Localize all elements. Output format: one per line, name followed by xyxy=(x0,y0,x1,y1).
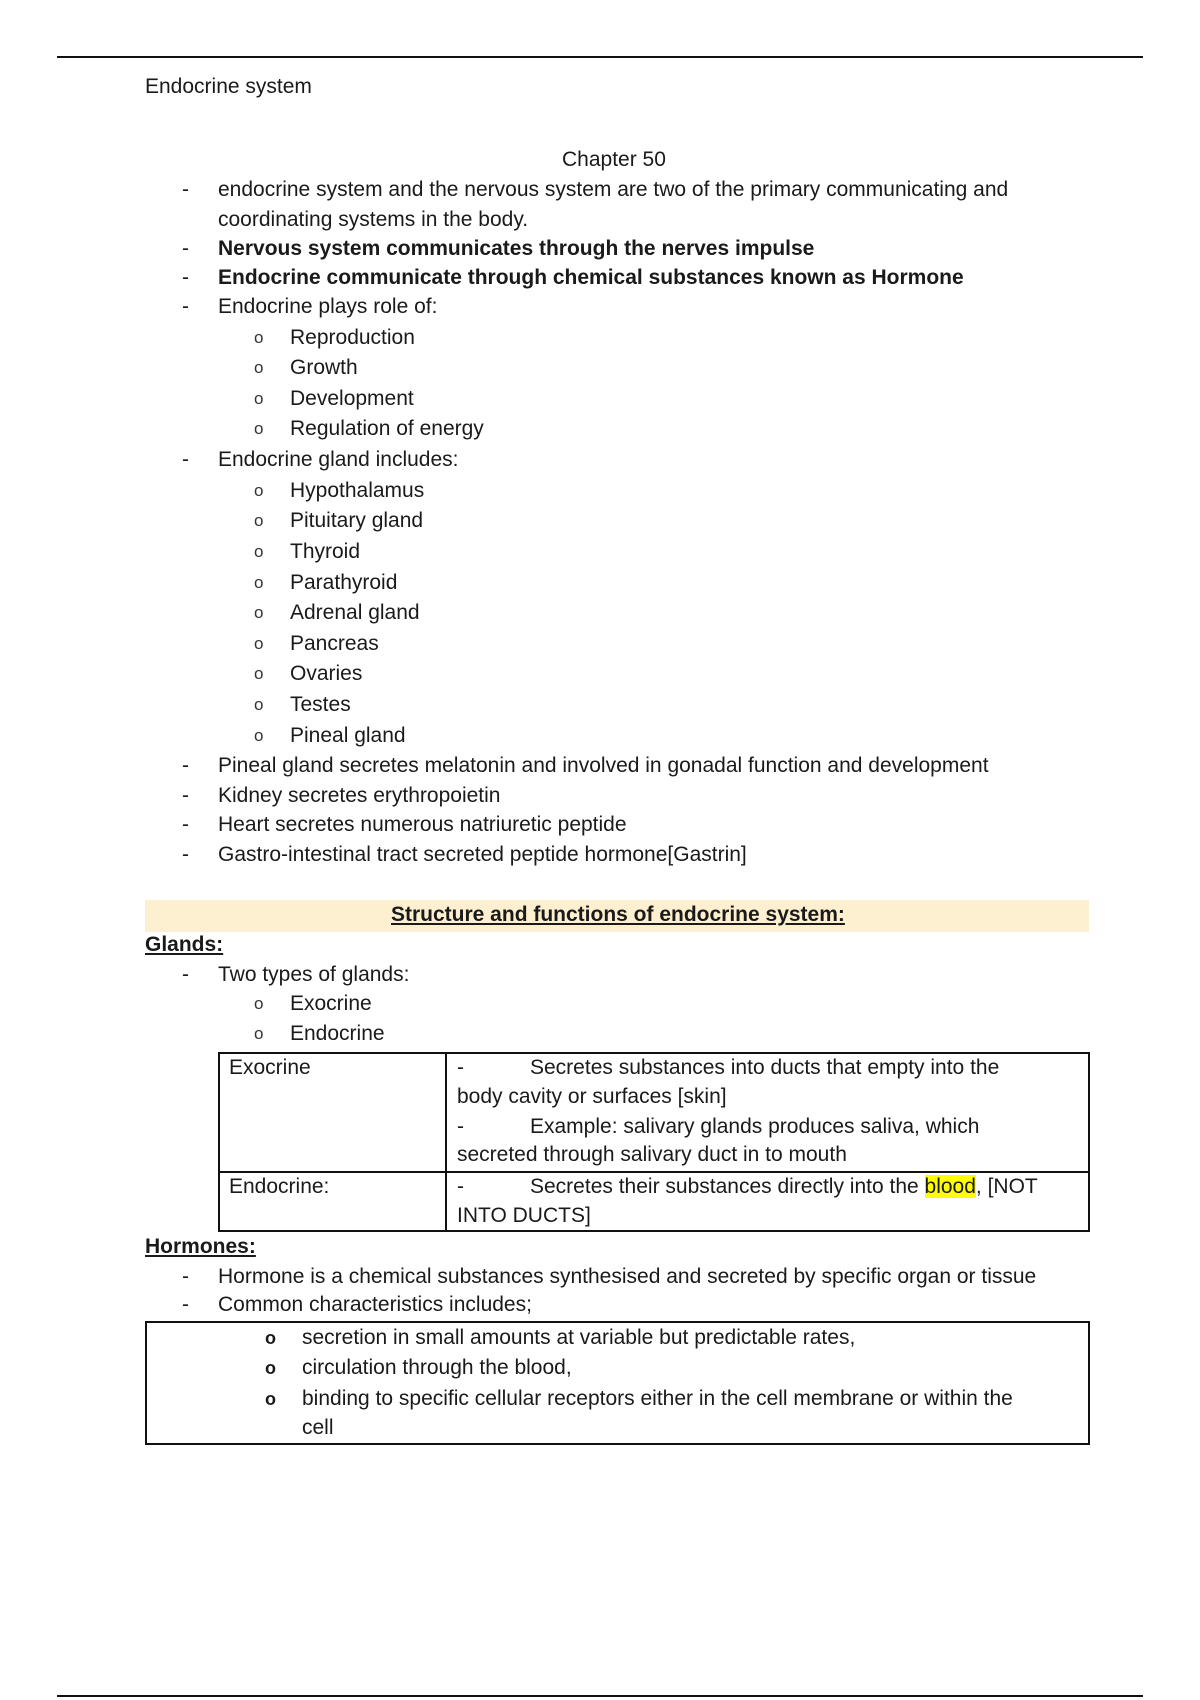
characteristic-item: cell xyxy=(302,1416,334,1439)
list-item: Endocrine plays role of: xyxy=(218,295,438,318)
characteristic-item: circulation through the blood, xyxy=(302,1356,572,1379)
circle-bullet: o xyxy=(254,481,264,500)
sub-list-item: Parathyroid xyxy=(290,571,398,594)
circle-bullet: o xyxy=(265,1328,276,1348)
list-item: Gastro-intestinal tract secreted peptide hormone[Gastrin] xyxy=(218,843,747,866)
circle-bullet: o xyxy=(265,1389,276,1409)
list-item: Kidney secretes erythropoietin xyxy=(218,784,501,807)
dash-bullet: - xyxy=(182,295,189,318)
list-item: Two types of glands: xyxy=(218,963,410,986)
list-item: endocrine system and the nervous system are two of the primary communicating and xyxy=(218,178,1009,201)
dash-bullet: - xyxy=(182,266,189,289)
table-cell-text: secreted through salivary duct in to mouth xyxy=(457,1143,847,1166)
dash-bullet: - xyxy=(457,1175,464,1198)
table-cell-text: body cavity or surfaces [skin] xyxy=(457,1085,727,1108)
sub-list-item: Adrenal gland xyxy=(290,601,420,624)
list-item: Endocrine communicate through chemical substances known as Hormone xyxy=(218,266,964,289)
circle-bullet: o xyxy=(254,511,264,530)
sub-list-item: Exocrine xyxy=(290,992,372,1015)
dash-bullet: - xyxy=(182,448,189,471)
circle-bullet: o xyxy=(254,358,264,377)
dash-bullet: - xyxy=(457,1115,464,1138)
sub-list-item: Hypothalamus xyxy=(290,479,425,502)
table-cell-text: INTO DUCTS] xyxy=(457,1204,591,1227)
circle-bullet: o xyxy=(254,389,264,408)
sub-list-item: Growth xyxy=(290,356,358,379)
list-item: Heart secretes numerous natriuretic peptide xyxy=(218,813,627,836)
dash-bullet: - xyxy=(182,237,189,260)
characteristic-item: binding to specific cellular receptors either in the cell membrane or within the xyxy=(302,1387,1013,1410)
sub-list-item: Pituitary gland xyxy=(290,509,424,532)
hormones-heading: Hormones: xyxy=(145,1235,256,1258)
circle-bullet: o xyxy=(254,695,264,714)
characteristic-item: secretion in small amounts at variable but predictable rates, xyxy=(302,1326,856,1349)
table-cell-text: Secretes substances into ducts that empty into the xyxy=(530,1056,1000,1079)
dash-bullet: - xyxy=(182,843,189,866)
dash-bullet: - xyxy=(182,1293,189,1316)
sub-list-item: Pancreas xyxy=(290,632,379,655)
circle-bullet: o xyxy=(254,419,264,438)
text-segment: Secretes their substances directly into the xyxy=(530,1175,925,1198)
table-cell-label: Exocrine xyxy=(229,1056,311,1079)
top-rule xyxy=(57,56,1143,58)
table-cell-label: Endocrine: xyxy=(229,1175,330,1198)
list-item: Pineal gland secretes melatonin and involved in gonadal function and development xyxy=(218,754,989,777)
bottom-rule xyxy=(57,1695,1143,1697)
text-segment: , [NOT xyxy=(975,1175,1038,1198)
circle-bullet: o xyxy=(254,1024,264,1043)
list-item: Nervous system communicates through the nerves impulse xyxy=(218,237,815,260)
table-cell-text: Example: salivary glands produces saliva, which xyxy=(530,1115,980,1138)
dash-bullet: - xyxy=(182,784,189,807)
circle-bullet: o xyxy=(254,634,264,653)
header-title: Endocrine system xyxy=(145,75,312,98)
dash-bullet: - xyxy=(182,1265,189,1288)
circle-bullet: o xyxy=(254,328,264,347)
list-item: Common characteristics includes; xyxy=(218,1293,532,1316)
glands-heading: Glands: xyxy=(145,933,224,956)
circle-bullet: o xyxy=(254,994,264,1013)
circle-bullet: o xyxy=(254,726,264,745)
circle-bullet: o xyxy=(265,1358,276,1378)
dash-bullet: - xyxy=(182,963,189,986)
dash-bullet: - xyxy=(182,813,189,836)
table-cell-text xyxy=(530,1174,1038,1200)
sub-list-item: Endocrine xyxy=(290,1022,385,1045)
sub-list-item: Testes xyxy=(290,693,351,716)
sub-list-item: Development xyxy=(290,387,414,410)
circle-bullet: o xyxy=(254,664,264,683)
table-column-divider xyxy=(445,1052,447,1232)
circle-bullet: o xyxy=(254,542,264,561)
dash-bullet: - xyxy=(182,178,189,201)
section-title: Structure and functions of endocrine system: xyxy=(391,903,845,926)
table-row-divider xyxy=(218,1171,1090,1173)
list-item: Endocrine gland includes: xyxy=(218,448,459,471)
circle-bullet: o xyxy=(254,603,264,622)
list-item: Hormone is a chemical substances synthesised and secreted by specific organ or tissue xyxy=(218,1265,1037,1288)
sub-list-item: Ovaries xyxy=(290,662,363,685)
sub-list-item: Thyroid xyxy=(290,540,361,563)
dash-bullet: - xyxy=(457,1056,464,1079)
sub-list-item: Reproduction xyxy=(290,326,415,349)
dash-bullet: - xyxy=(182,754,189,777)
sub-list-item: Pineal gland xyxy=(290,724,406,747)
sub-list-item: Regulation of energy xyxy=(290,417,484,440)
list-item: coordinating systems in the body. xyxy=(218,208,529,231)
circle-bullet: o xyxy=(254,573,264,592)
highlighted-text: blood xyxy=(924,1175,976,1198)
chapter-heading: Chapter 50 xyxy=(562,148,666,171)
